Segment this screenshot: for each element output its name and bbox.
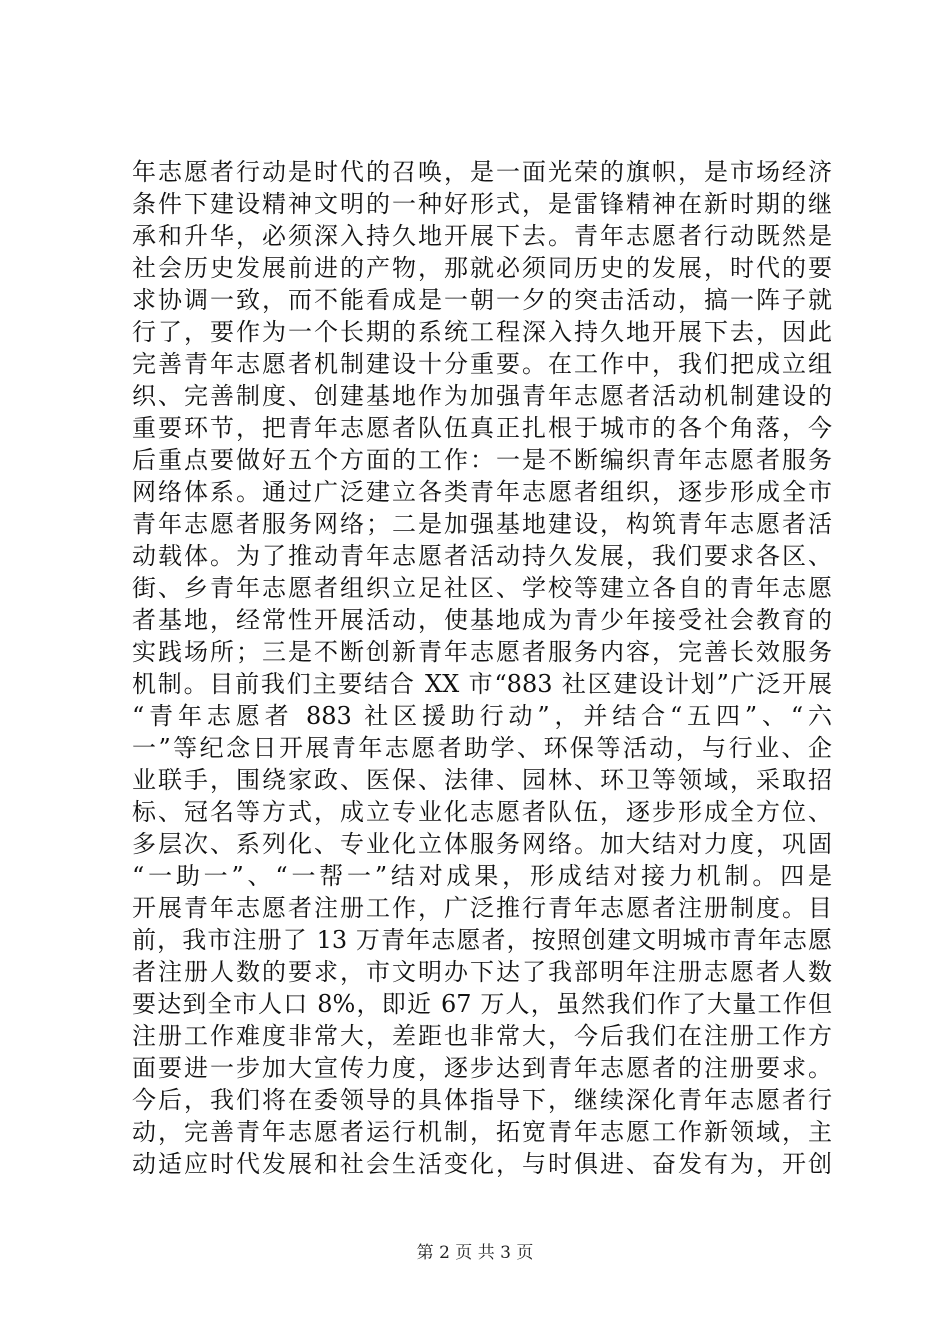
text-line: 一”等纪念日开展青年志愿者助学、环保等活动，与行业、企: [132, 734, 832, 762]
text-line: 社会历史发展前进的产物，那就必须同历史的发展，时代的要: [132, 254, 832, 282]
text-line: 织、完善制度、创建基地作为加强青年志愿者活动机制建设的: [132, 382, 832, 410]
page-number-footer: 第 2 页 共 3 页: [416, 1243, 534, 1263]
text-line: 条件下建设精神文明的一种好形式，是雷锋精神在新时期的继: [132, 190, 832, 218]
text-line: 求协调一致，而不能看成是一朝一夕的突击活动，搞一阵子就: [132, 286, 832, 314]
text-line: 注册工作难度非常大，差距也非常大，今后我们在注册工作方: [132, 1022, 832, 1050]
text-line: 行了，要作为一个长期的系统工程深入持久地开展下去，因此: [132, 318, 832, 346]
text-line: 年志愿者行动是时代的召唤，是一面光荣的旗帜，是市场经济: [132, 158, 832, 186]
text-line: 前，我市注册了 13 万青年志愿者，按照创建文明城市青年志愿: [132, 926, 832, 954]
body-text: [132, 156, 832, 1180]
text-line: 开展青年志愿者注册工作，广泛推行青年志愿者注册制度。目: [132, 894, 832, 922]
text-line: 面要进一步加大宣传力度，逐步达到青年志愿者的注册要求。: [132, 1054, 832, 1082]
text-line: 机制。目前我们主要结合 XX 市“883 社区建设计划”广泛开展: [132, 670, 832, 698]
text-line: 街、乡青年志愿者组织立足社区、学校等建立各自的青年志愿: [132, 574, 832, 602]
text-line: 者基地，经常性开展活动，使基地成为青少年接受社会教育的: [132, 606, 832, 634]
text-line: 要达到全市人口 8%，即近 67 万人，虽然我们作了大量工作但: [132, 990, 832, 1018]
text-line: 青年志愿者服务网络；二是加强基地建设，构筑青年志愿者活: [132, 510, 832, 538]
text-line: 多层次、系列化、专业化立体服务网络。加大结对力度，巩固: [132, 830, 832, 858]
text-line: 业联手，围绕家政、医保、法律、园林、环卫等领域，采取招: [132, 766, 832, 794]
text-line: 后重点要做好五个方面的工作：一是不断编织青年志愿者服务: [132, 446, 832, 474]
text-line: 动载体。为了推动青年志愿者活动持久发展，我们要求各区、: [132, 542, 832, 570]
text-line: 完善青年志愿者机制建设十分重要。在工作中，我们把成立组: [132, 350, 832, 378]
text-line: 动适应时代发展和社会生活变化，与时俱进、奋发有为，开创: [132, 1150, 832, 1178]
text-line: 网络体系。通过广泛建立各类青年志愿者组织，逐步形成全市: [132, 478, 832, 506]
text-line: 动，完善青年志愿者运行机制，拓宽青年志愿工作新领域，主: [132, 1118, 832, 1146]
text-line: “青年志愿者 883 社区援助行动”，并结合“五四”、“六: [132, 702, 832, 730]
text-line: 者注册人数的要求，市文明办下达了我部明年注册志愿者人数: [132, 958, 832, 986]
text-line: 实践场所；三是不断创新青年志愿者服务内容，完善长效服务: [132, 638, 832, 666]
text-line: 今后，我们将在委领导的具体指导下，继续深化青年志愿者行: [132, 1086, 832, 1114]
text-line: 标、冠名等方式，成立专业化志愿者队伍，逐步形成全方位、: [132, 798, 832, 826]
text-line: 重要环节，把青年志愿者队伍真正扎根于城市的各个角落，今: [132, 414, 832, 442]
text-line: “一助一”、“一帮一”结对成果，形成结对接力机制。四是: [132, 862, 832, 890]
text-line: 承和升华，必须深入持久地开展下去。青年志愿者行动既然是: [132, 222, 832, 250]
